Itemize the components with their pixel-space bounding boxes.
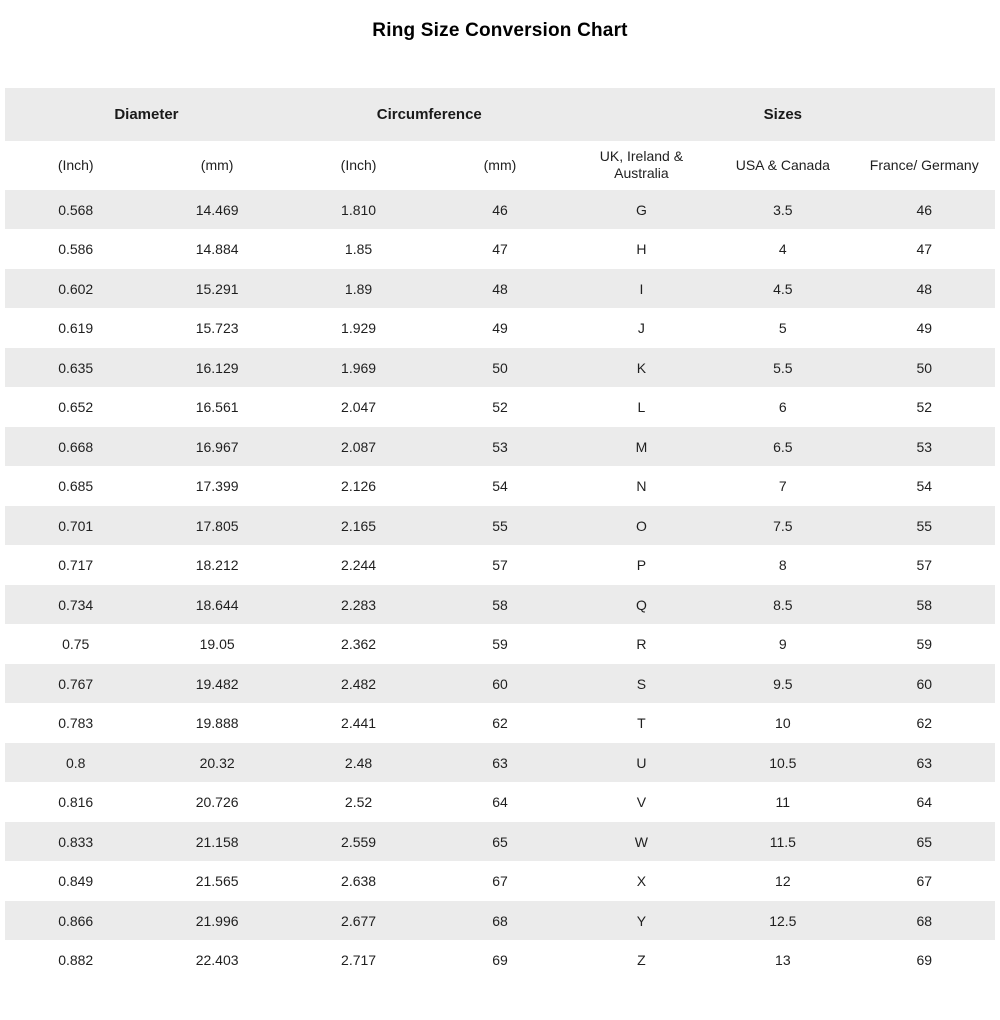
table-row — [5, 585, 995, 625]
table-cell: 2.362 — [341, 636, 377, 653]
table-cell: 58 — [492, 596, 508, 613]
table-cell: K — [636, 359, 647, 376]
table-cell: 62 — [916, 715, 933, 732]
table-cell: Q — [635, 596, 647, 613]
table-cell: 0.652 — [58, 399, 94, 416]
table-row — [5, 269, 995, 309]
table-cell: 54 — [492, 478, 508, 495]
table-cell: P — [636, 557, 647, 574]
table-cell: 15.723 — [195, 320, 239, 337]
table-cell: 0.586 — [58, 241, 94, 258]
column-header-mm: (mm) — [146, 141, 287, 190]
ring-size-conversion-table — [5, 88, 995, 980]
table-cell: 2.482 — [341, 675, 377, 692]
group-header-circumference: Circumference — [288, 88, 571, 141]
table-cell: 63 — [916, 754, 933, 771]
table-cell: T — [637, 715, 646, 732]
column-header-france-germany: France/ Germany — [854, 141, 995, 190]
table-cell: 54 — [916, 478, 933, 495]
table-cell: 18.644 — [195, 596, 239, 613]
table-cell: 67 — [492, 873, 508, 890]
table-cell: 52 — [916, 399, 933, 416]
table-cell: 60 — [916, 675, 933, 692]
table-cell: 2.677 — [341, 912, 377, 929]
table-cell: 8 — [778, 557, 787, 574]
table-cell: O — [635, 517, 647, 534]
column-header-uk-ireland-australia: UK, Ireland & Australia — [571, 141, 712, 190]
table-row — [5, 229, 995, 269]
column-header-inch: (Inch) — [5, 141, 146, 190]
table-cell: G — [635, 201, 647, 218]
table-cell: 1.969 — [341, 359, 377, 376]
table-cell: 47 — [492, 241, 508, 258]
table-row — [5, 427, 995, 467]
table-cell: 68 — [492, 912, 508, 929]
table-row — [5, 703, 995, 743]
group-header-row — [5, 88, 995, 141]
table-cell: 50 — [916, 359, 933, 376]
column-header-usa-canada: USA & Canada — [712, 141, 853, 190]
table-row — [5, 387, 995, 427]
table-cell: U — [636, 754, 647, 771]
table-cell: Y — [636, 912, 647, 929]
table-cell: 1.89 — [344, 280, 373, 297]
table-cell: R — [636, 636, 647, 653]
table-cell: 0.701 — [58, 517, 94, 534]
table-cell: X — [636, 873, 647, 890]
table-cell: S — [636, 675, 647, 692]
table-cell: 60 — [492, 675, 508, 692]
table-cell: M — [635, 438, 648, 455]
table-cell: 14.884 — [195, 241, 239, 258]
table-cell: 16.129 — [195, 359, 239, 376]
table-cell: J — [637, 320, 645, 337]
table-cell: 0.75 — [62, 636, 90, 653]
table-cell: 64 — [916, 794, 933, 811]
table-row — [5, 308, 995, 348]
table-cell: L — [637, 399, 646, 416]
table-row — [5, 940, 995, 980]
table-cell: W — [634, 833, 648, 850]
table-row — [5, 466, 995, 506]
table-cell: 2.047 — [341, 399, 377, 416]
table-cell: 0.849 — [58, 873, 94, 890]
table-cell: 17.805 — [195, 517, 239, 534]
table-cell: 0.668 — [58, 438, 94, 455]
table-cell: 2.126 — [341, 478, 377, 495]
group-header-diameter: Diameter — [5, 88, 288, 141]
table-cell: 2.441 — [341, 715, 377, 732]
table-cell: 4 — [778, 241, 787, 258]
table-cell: I — [639, 280, 644, 297]
table-cell: 19.888 — [195, 715, 239, 732]
table-cell: 19.05 — [199, 636, 235, 653]
table-cell: 16.561 — [195, 399, 239, 416]
table-cell: 2.087 — [341, 438, 377, 455]
table-cell: 0.8 — [65, 754, 86, 771]
table-row — [5, 506, 995, 546]
table-cell: 2.52 — [344, 794, 373, 811]
table-cell: 18.212 — [195, 557, 239, 574]
table-cell: 0.685 — [58, 478, 94, 495]
table-header — [5, 88, 995, 190]
table-cell: 6 — [778, 399, 787, 416]
table-row — [5, 545, 995, 585]
table-cell: 7.5 — [773, 517, 793, 534]
table-cell: 0.783 — [58, 715, 94, 732]
table-cell: 59 — [492, 636, 508, 653]
table-cell: 47 — [916, 241, 933, 258]
column-header-mm: (mm) — [429, 141, 570, 190]
table-row — [5, 624, 995, 664]
table-cell: 21.565 — [195, 873, 239, 890]
table-cell: N — [636, 478, 647, 495]
table-cell: 1.810 — [341, 201, 377, 218]
table-cell: 22.403 — [195, 952, 239, 969]
table-body — [5, 190, 995, 980]
table-row — [5, 348, 995, 388]
table-cell: 9.5 — [773, 675, 793, 692]
table-cell: 21.158 — [195, 833, 239, 850]
table-cell: 0.866 — [58, 912, 94, 929]
table-cell: 0.602 — [58, 280, 94, 297]
table-cell: 46 — [492, 201, 508, 218]
table-cell: 2.638 — [341, 873, 377, 890]
table-cell: H — [636, 241, 647, 258]
table-cell: 11.5 — [769, 833, 796, 850]
table-cell: 0.816 — [58, 794, 94, 811]
table-row — [5, 822, 995, 862]
table-cell: 0.717 — [58, 557, 94, 574]
table-cell: 0.734 — [58, 596, 94, 613]
table-cell: 53 — [916, 438, 933, 455]
table-cell: 6.5 — [773, 438, 793, 455]
table-cell: 57 — [492, 557, 508, 574]
table-cell: 69 — [916, 952, 933, 969]
table-row — [5, 664, 995, 704]
table-cell: 46 — [916, 201, 933, 218]
table-cell: 20.726 — [195, 794, 239, 811]
table-cell: 48 — [492, 280, 508, 297]
table-cell: 59 — [916, 636, 933, 653]
table-cell: 62 — [492, 715, 508, 732]
table-row — [5, 782, 995, 822]
table-cell: 63 — [492, 754, 508, 771]
table-cell: 57 — [916, 557, 933, 574]
table-cell: 5.5 — [773, 359, 793, 376]
table-cell: 10 — [775, 715, 791, 732]
table-cell: 2.244 — [341, 557, 377, 574]
table-cell: 12.5 — [769, 912, 797, 929]
table-cell: 50 — [492, 359, 508, 376]
table-cell: 1.85 — [344, 241, 373, 258]
table-cell: 4.5 — [773, 280, 793, 297]
table-cell: 49 — [916, 320, 933, 337]
table-cell: 2.283 — [341, 596, 377, 613]
table-cell: 20.32 — [199, 754, 235, 771]
group-header-sizes: Sizes — [571, 88, 995, 141]
table-cell: 65 — [916, 833, 933, 850]
table-cell: 16.967 — [195, 438, 239, 455]
table-cell: 12 — [775, 873, 791, 890]
table-cell: 2.48 — [344, 754, 373, 771]
table-cell: 0.619 — [58, 320, 94, 337]
table-cell: V — [636, 794, 647, 811]
table-cell: 55 — [492, 517, 508, 534]
table-cell: 2.165 — [341, 517, 377, 534]
table-cell: 68 — [916, 912, 933, 929]
table-row — [5, 861, 995, 901]
table-cell: 69 — [492, 952, 508, 969]
table-cell: 52 — [492, 399, 508, 416]
table-cell: 0.882 — [58, 952, 94, 969]
table-cell: 55 — [916, 517, 933, 534]
table-cell: 10.5 — [769, 754, 797, 771]
table-cell: 58 — [916, 596, 933, 613]
table-cell: 19.482 — [195, 675, 239, 692]
table-cell: Z — [637, 952, 646, 969]
page-title: Ring Size Conversion Chart — [372, 20, 628, 41]
table-cell: 0.767 — [58, 675, 94, 692]
table-cell: 9 — [778, 636, 787, 653]
table-cell: 17.399 — [195, 478, 239, 495]
table-cell: 67 — [916, 873, 933, 890]
table-cell: 21.996 — [195, 912, 239, 929]
table-cell: 2.559 — [341, 833, 377, 850]
table-cell: 0.635 — [58, 359, 94, 376]
table-row — [5, 901, 995, 941]
table-cell: 65 — [492, 833, 508, 850]
table-cell: 48 — [916, 280, 933, 297]
table-cell: 0.568 — [58, 201, 94, 218]
table-row — [5, 190, 995, 230]
table-row — [5, 743, 995, 783]
table-cell: 14.469 — [195, 201, 239, 218]
column-header-inch: (Inch) — [288, 141, 429, 190]
table-cell: 2.717 — [341, 952, 377, 969]
table-cell: 11 — [775, 794, 791, 811]
table-cell: 49 — [492, 320, 508, 337]
table-cell: 1.929 — [341, 320, 377, 337]
table-cell: 7 — [778, 478, 787, 495]
table-cell: 0.833 — [58, 833, 94, 850]
table-cell: 53 — [492, 438, 508, 455]
table-cell: 5 — [778, 320, 787, 337]
table-cell: 15.291 — [195, 280, 239, 297]
table-cell: 8.5 — [773, 596, 793, 613]
table-cell: 13 — [775, 952, 791, 969]
table-cell: 64 — [492, 794, 508, 811]
table-cell: 3.5 — [773, 201, 793, 218]
column-header-row — [5, 141, 995, 190]
